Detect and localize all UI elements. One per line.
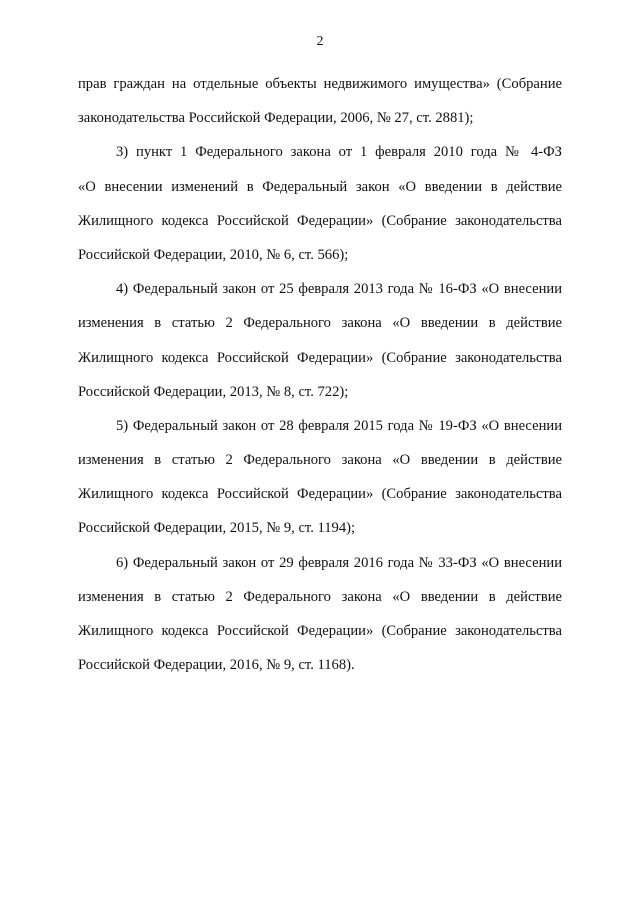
text-line: 4) Федеральный закон от 25 февраля 2013 года № 16-ФЗ «О внесении: [116, 281, 562, 298]
text-line: Российской Федерации, 2016, № 9, ст. 1168).: [78, 657, 355, 674]
text-line: изменения в статью 2 Федерального закона «О введении в действие: [78, 315, 562, 332]
text-line: Жилищного кодекса Российской Федерации» (Собрание законодательства: [78, 486, 562, 503]
text-line: законодательства Российской Федерации, 2006, № 27, ст. 2881);: [78, 110, 474, 127]
page-number: 2: [316, 34, 324, 49]
text-line: Российской Федерации, 2013, № 8, ст. 722);: [78, 383, 349, 400]
text-line: 6) Федеральный закон от 29 февраля 2016 года № 33-ФЗ «О внесении: [116, 554, 562, 571]
text-line: 3) пункт 1 Федерального закона от 1 февраля 2010 года № 4-ФЗ: [116, 144, 562, 161]
text-line: прав граждан на отдельные объекты недвижимого имущества» (Собрание: [78, 76, 562, 92]
text-line: 5) Федеральный закон от 28 февраля 2015 года № 19-ФЗ «О внесении: [116, 417, 562, 434]
document-body: [78, 67, 562, 682]
text-line: «О внесении изменений в Федеральный закон «О введении в действие: [78, 178, 562, 195]
text-line: Российской Федерации, 2015, № 9, ст. 1194);: [78, 520, 356, 537]
text-line: Российской Федерации, 2010, № 6, ст. 566);: [78, 246, 349, 263]
text-line: изменения в статью 2 Федерального закона «О введении в действие: [78, 452, 562, 469]
text-line: Жилищного кодекса Российской Федерации» (Собрание законодательства: [78, 623, 562, 639]
text-line: Жилищного кодекса Российской Федерации» (Собрание законодательства: [78, 212, 562, 229]
text-line: изменения в статью 2 Федерального закона «О введении в действие: [78, 588, 562, 605]
text-line: Жилищного кодекса Российской Федерации» (Собрание законодательства: [78, 349, 562, 366]
